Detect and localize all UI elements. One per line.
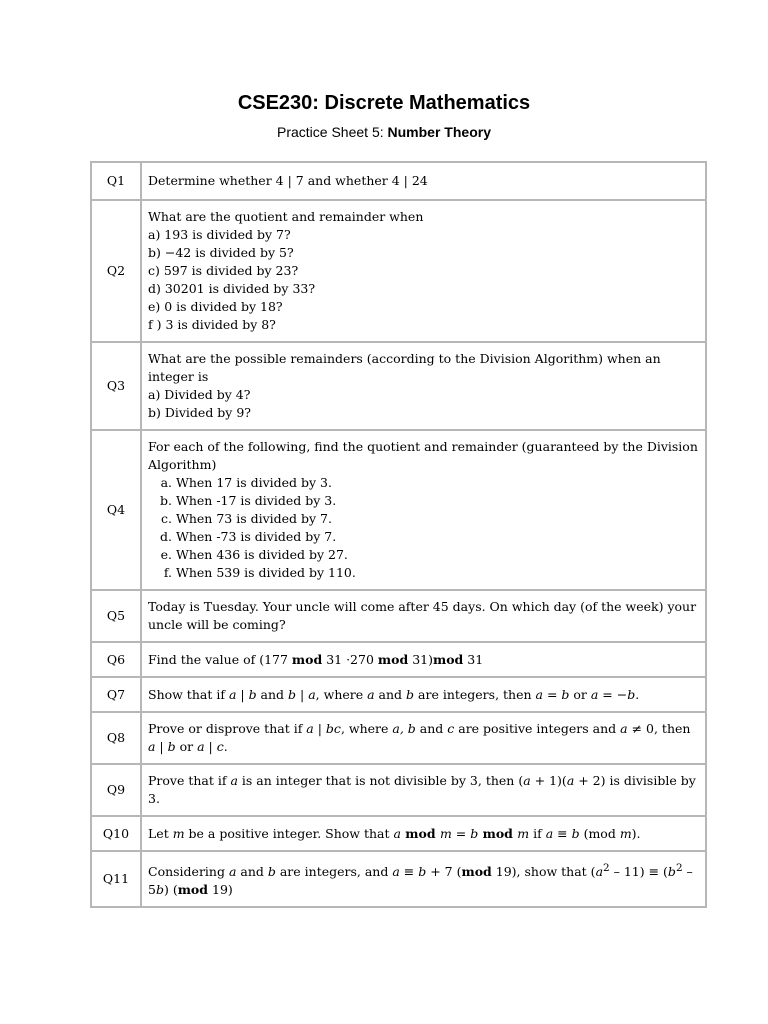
mod-operator: mod (377, 651, 409, 667)
question-intro: For each of the following, find the quotient and remainder (guaranteed by the Division Algorithm) (148, 439, 698, 472)
math-variable: a (228, 864, 237, 880)
math-variable: a (148, 739, 156, 754)
math-variable: a (393, 825, 401, 841)
question-text (141, 764, 706, 816)
text-run: + 2) is divisible by 3. (148, 773, 696, 806)
question-text (141, 200, 706, 342)
math-variable: a (545, 825, 554, 841)
math-variable: c (216, 739, 224, 754)
text-run: Prove or disprove that if (148, 721, 307, 736)
text-run: – 5 (148, 864, 693, 898)
math-variable: a (590, 686, 599, 702)
math-variable: b (288, 686, 297, 702)
text-run: | (155, 739, 168, 754)
math-variable: b (571, 825, 580, 841)
question-text (141, 430, 706, 590)
text-run: 19), show that ( (491, 864, 596, 880)
question-text (141, 851, 706, 907)
text-run: (mod (579, 825, 620, 841)
question-number: Q2 (91, 200, 141, 342)
text-run: 31) (408, 651, 433, 667)
text-run: , where (340, 721, 393, 736)
question-text (141, 342, 706, 430)
question-text (141, 677, 706, 712)
text-run: 19) (208, 882, 233, 898)
math-variable: b (667, 864, 676, 880)
mod-operator: mod (478, 825, 518, 841)
question-item: f ) 3 is divided by 8? (148, 317, 276, 332)
question-text: Today is Tuesday. Your uncle will come after 45 days. On which day (of the week) your uncle will be coming? (141, 590, 706, 642)
text-run: and (236, 864, 268, 880)
mod-operator: mod (177, 882, 209, 898)
question-intro: What are the quotient and remainder when (148, 209, 424, 224)
question-text (141, 712, 706, 764)
text-run: and (374, 686, 407, 702)
math-variable: b (561, 686, 570, 702)
question-row (91, 430, 706, 590)
math-variable: m (439, 825, 452, 841)
math-variable: b (248, 686, 257, 702)
question-number: Q3 (91, 342, 141, 430)
text-run: = (451, 825, 471, 841)
question-item: a) 193 is divided by 7? (148, 227, 291, 242)
question-item: a) Divided by 4? (148, 387, 251, 402)
question-row (91, 712, 706, 764)
question-row (91, 342, 706, 430)
text-run: + 7 ( (426, 864, 462, 880)
question-item: e) 0 is divided by 18? (148, 299, 283, 314)
text-run: Let (148, 825, 173, 841)
text-run: and (415, 721, 448, 736)
text-run: ≠ 0, then (627, 721, 691, 736)
question-intro: What are the possible remainders (according to the Division Algorithm) when an integer is (148, 351, 661, 384)
text-run: or (569, 686, 591, 702)
page-subtitle (0, 124, 768, 140)
math-variable: a (197, 739, 205, 754)
question-number: Q9 (91, 764, 141, 816)
math-variable: a (308, 686, 316, 702)
math-variable: b (470, 825, 479, 841)
math-variable: a (620, 721, 628, 736)
text-run: 31 (463, 651, 484, 667)
question-item: c. When 73 is divided by 7. (176, 510, 699, 528)
text-run: is an integer that is not divisible by 3, then ( (237, 773, 524, 788)
math-variable: m (619, 825, 632, 841)
text-run: – 11) ≡ ( (609, 864, 668, 880)
text-run: | (204, 739, 217, 754)
mod-operator: mod (432, 651, 464, 667)
math-variable: b (627, 686, 636, 702)
question-item: e. When 436 is divided by 27. (176, 546, 699, 564)
question-item: d. When -73 is divided by 7. (176, 528, 699, 546)
text-run: 31 ·270 (322, 651, 378, 667)
question-row (91, 162, 706, 200)
text-run: + 1)( (530, 773, 567, 788)
text-run: | (236, 686, 249, 702)
question-row (91, 642, 706, 677)
math-variable: a (306, 721, 314, 736)
math-variable: a (230, 773, 238, 788)
question-number: Q11 (91, 851, 141, 907)
question-row (91, 200, 706, 342)
text-run: = − (598, 686, 628, 702)
question-row (91, 764, 706, 816)
question-row (91, 851, 706, 907)
text-run: = (542, 686, 562, 702)
question-item: c) 597 is divided by 23? (148, 263, 299, 278)
question-number: Q6 (91, 642, 141, 677)
text-run: , where (315, 686, 368, 702)
mod-operator: mod (461, 864, 492, 880)
questions-table (90, 161, 707, 908)
text-run: ) ( (163, 882, 178, 898)
math-variable: b (406, 686, 415, 702)
superscript: 2 (675, 862, 683, 874)
subtitle-topic: Number Theory (387, 124, 491, 140)
math-variable: c (447, 721, 455, 736)
math-variable: a (392, 864, 400, 880)
math-variable: a (228, 686, 237, 702)
text-run: and (256, 686, 289, 702)
mod-operator: mod (291, 651, 323, 667)
question-text (141, 816, 706, 851)
text-run: are integers, and (275, 864, 393, 880)
superscript: 2 (603, 862, 610, 874)
question-row (91, 590, 706, 642)
subtitle-prefix: Practice Sheet 5: (277, 124, 388, 140)
text-run: ≡ (553, 825, 572, 841)
mod-operator: mod (400, 825, 440, 841)
text-run: Show that if (148, 686, 229, 702)
question-item: f. When 539 is divided by 110. (176, 564, 699, 582)
question-item: b. When -17 is divided by 3. (176, 492, 699, 510)
text-run: . (635, 686, 640, 702)
text-run: Find the value of (177 (148, 651, 292, 667)
math-variable: a, b (392, 721, 416, 736)
page-title: CSE230: Discrete Mathematics (237, 92, 531, 114)
question-item: a. When 17 is divided by 3. (176, 474, 699, 492)
question-item-list (148, 474, 699, 582)
text-run: Prove that if (148, 773, 231, 788)
math-variable: a (535, 686, 543, 702)
question-number: Q10 (91, 816, 141, 851)
text-run: . (223, 739, 228, 754)
question-row (91, 677, 706, 712)
math-variable: a (367, 686, 375, 702)
math-variable: a (523, 773, 531, 788)
math-variable: b (418, 864, 427, 880)
question-number: Q4 (91, 430, 141, 590)
text-run: | (313, 721, 326, 736)
math-variable: m (172, 825, 185, 841)
text-run: or (175, 739, 198, 754)
math-variable: a (595, 864, 604, 880)
math-variable: b (167, 739, 176, 754)
text-run: Considering (148, 864, 229, 880)
text-run: | (296, 686, 309, 702)
question-item: d) 30201 is divided by 33? (148, 281, 316, 296)
question-row (91, 816, 706, 851)
math-variable: a (566, 773, 575, 788)
math-variable: b (267, 864, 276, 880)
question-number: Q1 (91, 162, 141, 200)
question-text: Determine whether 4 | 7 and whether 4 | 24 (141, 162, 706, 200)
text-run: ). (631, 825, 641, 841)
text-run: are integers, then (414, 686, 536, 702)
question-item: b) −42 is divided by 5? (148, 245, 294, 260)
math-variable: m (517, 825, 530, 841)
text-run: ≡ (399, 864, 419, 880)
question-item: b) Divided by 9? (148, 405, 251, 420)
math-variable: b (155, 882, 164, 898)
question-number: Q5 (91, 590, 141, 642)
question-text (141, 642, 706, 677)
text-run: be a positive integer. Show that (184, 825, 394, 841)
question-number: Q8 (91, 712, 141, 764)
question-number: Q7 (91, 677, 141, 712)
math-variable: bc (325, 721, 341, 736)
text-run: if (529, 825, 546, 841)
text-run: are positive integers and (454, 721, 621, 736)
